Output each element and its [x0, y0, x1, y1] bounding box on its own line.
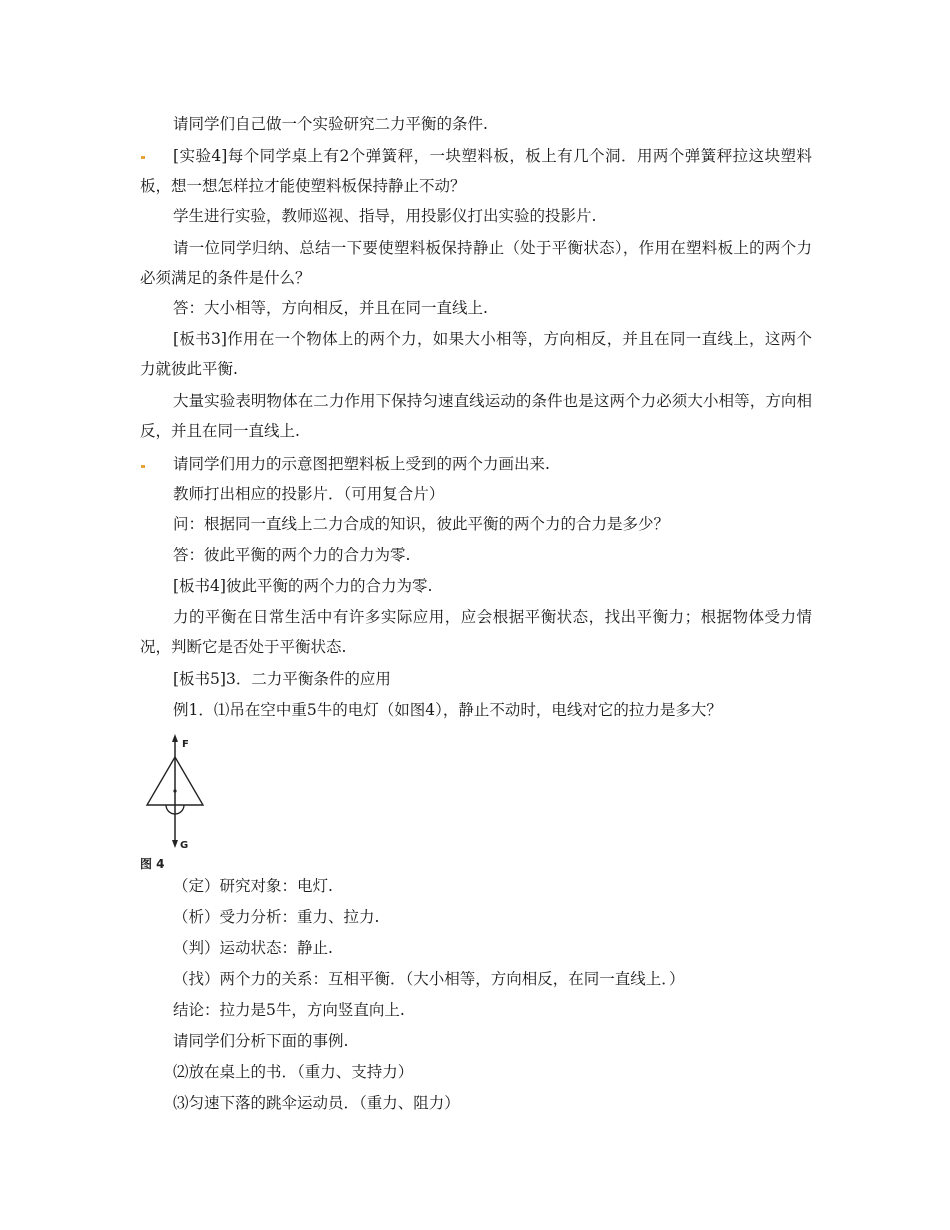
- label-f: F: [182, 739, 189, 750]
- figure-lamp-forces: [138, 730, 218, 875]
- label-g: G: [180, 840, 189, 851]
- paragraph-example-1: 例1．⑴吊在空中重5牛的电灯（如图4），静止不动时，电线对它的拉力是多大？: [173, 701, 722, 719]
- paragraph-experiment-4: [实验4]每个同学桌上有2个弹簧秤，一块塑料板，板上有几个洞．用两个弹簧秤拉这块塑料板，想一想怎样拉才能使塑料板保持静止不动？: [140, 147, 812, 195]
- paragraph-board-3: [板书3]作用在一个物体上的两个力，如果大小相等，方向相反，并且在同一直线上，这两个力就彼此平衡.: [140, 330, 812, 378]
- paragraph-analysis: （析）受力分析：重力、拉力.: [173, 908, 380, 926]
- force-f-arrow: [172, 734, 178, 742]
- paragraph-case-book: ⑵放在桌上的书．（重力、支持力）: [173, 1063, 414, 1081]
- paragraph-experiment-intro: 请同学们自己做一个实验研究二力平衡的条件.: [173, 115, 488, 133]
- paragraph-board-4: [板书4]彼此平衡的两个力的合力为零.: [173, 577, 433, 595]
- paragraph-uniform-motion: 大量实验表明物体在二力作用下保持匀速直线运动的条件也是这两个力必须大小相等，方向相反，并且在同一直线上.: [140, 392, 812, 440]
- paragraph-question-conditions: 请一位同学归纳、总结一下要使塑料板保持静止（处于平衡状态），作用在塑料板上的两个力必须满足的条件是什么？: [140, 239, 812, 287]
- paragraph-conclusion: 结论：拉力是5牛，方向竖直向上.: [173, 1001, 405, 1019]
- lamp-center: [173, 789, 176, 792]
- paragraph-draw-forces: 请同学们用力的示意图把塑料板上受到的两个力画出来.: [173, 455, 550, 473]
- figure-caption: 图 4: [140, 857, 165, 871]
- lamp-force-diagram: [138, 730, 218, 875]
- paragraph-board-5: [板书5]3．二力平衡条件的应用: [173, 670, 391, 688]
- force-g-arrow: [172, 840, 178, 848]
- paragraph-state: （判）运动状态：静止.: [173, 939, 333, 957]
- paragraph-case-parachute: ⑶匀速下落的跳伞运动员．（重力、阻力）: [173, 1094, 460, 1112]
- paragraph-projection: 教师打出相应的投影片．（可用复合片）: [173, 485, 445, 503]
- paragraph-analyze-cases: 请同学们分析下面的事例.: [173, 1032, 349, 1050]
- paragraph-question-resultant: 问：根据同一直线上二力合成的知识，彼此平衡的两个力的合力是多少？: [173, 515, 670, 533]
- paragraph-object: （定）研究对象：电灯.: [173, 877, 333, 895]
- paragraph-student-experiment: 学生进行实验，教师巡视、指导，用投影仪打出实验的投影片.: [173, 207, 597, 225]
- paragraph-applications: 力的平衡在日常生活中有许多实际应用，应会根据平衡状态，找出平衡力；根据物体受力情况，判断它是否处于平衡状态.: [140, 608, 812, 656]
- paragraph-answer-resultant: 答：彼此平衡的两个力的合力为零.: [173, 546, 411, 564]
- paragraph-answer-conditions: 答：大小相等，方向相反，并且在同一直线上.: [173, 299, 488, 317]
- paragraph-relation: （找）两个力的关系：互相平衡．（大小相等，方向相反，在同一直线上．）: [173, 970, 685, 988]
